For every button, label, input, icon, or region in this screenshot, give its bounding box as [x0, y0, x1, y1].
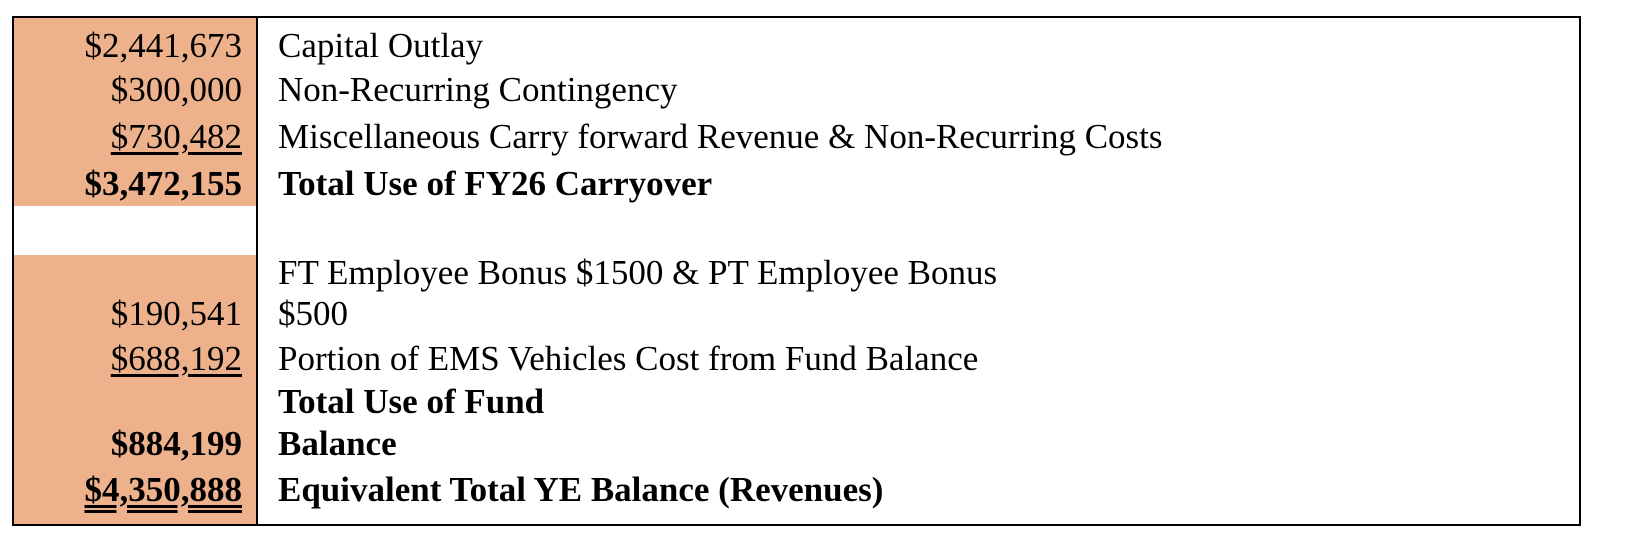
amount-ems-vehicles: $688,192 — [110, 339, 242, 378]
amount-total-carryover: $3,472,155 — [84, 164, 242, 203]
desc-employee-bonus-line2: $500 — [278, 294, 348, 333]
desc-misc-carry-forward: Miscellaneous Carry forward Revenue & Non-Recurring Costs — [278, 117, 1163, 156]
desc-total-use-of-fund: Total Use of Fund — [278, 382, 545, 421]
amount-misc-carry-forward: $730,482 — [110, 117, 242, 156]
desc-employee-bonus-line1: FT Employee Bonus $1500 & PT Employee Bonus — [278, 253, 998, 292]
desc-total-carryover: Total Use of FY26 Carryover — [278, 164, 713, 203]
amount-capital-outlay: $2,441,673 — [84, 26, 242, 65]
amount-balance: $884,199 — [110, 424, 242, 463]
amount-column — [14, 18, 258, 524]
desc-ems-vehicles: Portion of EMS Vehicles Cost from Fund Balance — [278, 339, 979, 378]
amount-ye-balance: $4,350,888 — [84, 470, 242, 509]
amount-contingency: $300,000 — [110, 70, 242, 109]
desc-ye-balance: Equivalent Total YE Balance (Revenues) — [278, 470, 884, 509]
desc-balance: Balance — [278, 424, 397, 463]
budget-table — [12, 16, 1581, 526]
desc-contingency: Non-Recurring Contingency — [278, 70, 678, 109]
amount-employee-bonus: $190,541 — [110, 294, 242, 333]
desc-capital-outlay: Capital Outlay — [278, 26, 484, 65]
